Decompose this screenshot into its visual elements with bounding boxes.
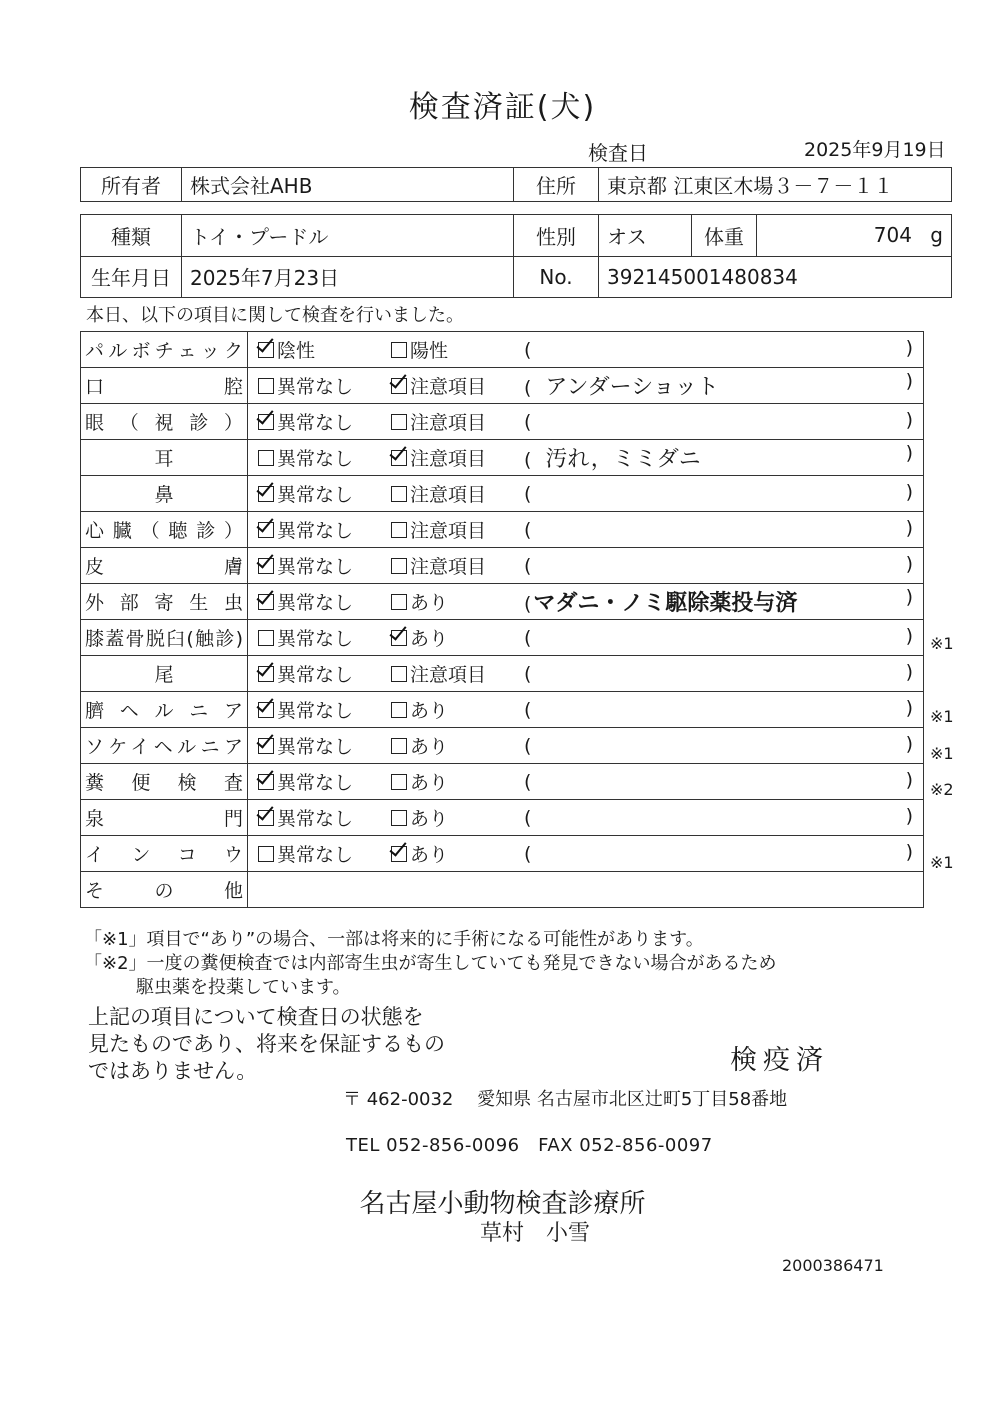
weight-value: 704: [873, 223, 912, 248]
check-item-label: [81, 476, 248, 512]
check-option-label: あり: [410, 592, 449, 614]
check-option[interactable]: [391, 588, 524, 615]
check-note: [524, 586, 919, 617]
page-title: 検査済証(犬): [408, 90, 597, 125]
sex-value: オス: [599, 215, 692, 257]
check-option-label: 注意項目: [410, 484, 487, 506]
check-option[interactable]: [391, 732, 524, 759]
weight-cell: [757, 215, 952, 257]
close-paren: ): [905, 409, 913, 431]
check-option-label: 注意項目: [410, 376, 487, 398]
disclaimer-line-3: ではありません。: [88, 1059, 258, 1083]
close-paren: ): [905, 481, 913, 503]
unchecked-box-icon[interactable]: [258, 846, 274, 862]
owner-table: [80, 167, 952, 202]
check-options: [248, 512, 924, 548]
check-option-label: 異常なし: [277, 484, 354, 506]
table-row: [81, 404, 924, 440]
pet-table: [80, 214, 952, 298]
check-note: [524, 442, 919, 473]
unchecked-box-icon[interactable]: [258, 378, 274, 394]
kind-label: 種類: [81, 215, 182, 257]
checked-box-icon[interactable]: [258, 738, 274, 754]
check-option[interactable]: [252, 480, 391, 507]
address-value: 東京都 江東区木場３－７－１１: [599, 168, 952, 202]
open-paren: (: [524, 483, 532, 505]
check-item-text: ソケイヘルニア: [85, 736, 243, 758]
open-paren: (: [524, 593, 532, 615]
check-option[interactable]: [391, 372, 524, 399]
check-option[interactable]: [252, 624, 391, 651]
check-note: [524, 409, 919, 434]
open-paren: (: [524, 627, 532, 649]
check-options: [248, 368, 924, 404]
address-label: 住所: [514, 168, 599, 202]
check-item-text: 泉門: [85, 808, 243, 830]
check-note: [524, 661, 919, 686]
check-options: [248, 728, 924, 764]
close-paren: ): [905, 553, 913, 575]
unchecked-box-icon[interactable]: [391, 594, 407, 610]
close-paren: ): [905, 625, 913, 647]
check-option[interactable]: [391, 552, 524, 579]
unchecked-box-icon[interactable]: [391, 738, 407, 754]
table-row: [81, 332, 924, 368]
no-label: No.: [514, 256, 599, 298]
check-item-text: インコウ: [85, 844, 243, 866]
check-option-label: 異常なし: [277, 376, 354, 398]
close-paren: ): [905, 805, 913, 827]
weight-unit: g: [930, 223, 943, 248]
birth-value: 2025年7月23日: [182, 256, 514, 298]
check-option[interactable]: [252, 768, 391, 795]
footnote-mark: ※2: [930, 780, 954, 800]
check-item-label: [81, 620, 248, 656]
check-item-text: 皮膚: [85, 556, 243, 578]
table-row: [81, 800, 924, 836]
check-note-text: マダニ・ノミ駆除薬投与済: [533, 591, 798, 616]
check-option-label: 注意項目: [410, 556, 487, 578]
check-option[interactable]: [391, 804, 524, 831]
check-option-label: 異常なし: [277, 412, 354, 434]
check-item-text: 鼻: [154, 484, 174, 506]
checked-box-icon[interactable]: [391, 378, 407, 394]
check-option[interactable]: [252, 372, 391, 399]
check-table: [80, 331, 924, 908]
check-option-label: 異常なし: [277, 628, 354, 650]
owner-value: 株式会社AHB: [182, 168, 514, 202]
check-note: [524, 625, 919, 650]
checked-box-icon[interactable]: [391, 450, 407, 466]
exam-date-label: 検査日: [588, 141, 648, 165]
open-paren: (: [524, 699, 532, 721]
open-paren: (: [524, 807, 532, 829]
close-paren: ): [905, 586, 913, 608]
check-option[interactable]: [391, 840, 524, 867]
check-option[interactable]: [252, 588, 391, 615]
footnote-1: 「※1」項目で“あり”の場合、一部は将来的に手術になる可能性があります。: [84, 929, 704, 950]
unchecked-box-icon[interactable]: [391, 486, 407, 502]
clinic-name: 名古屋小動物検査診療所: [359, 1189, 646, 1219]
table-row: [81, 476, 924, 512]
birth-label: 生年月日: [81, 256, 182, 298]
quarantine-stamp: 検疫済: [730, 1045, 829, 1076]
check-option[interactable]: [391, 660, 524, 687]
check-options: [248, 764, 924, 800]
check-item-text: 眼（視診）: [85, 412, 243, 434]
check-item-label: [81, 764, 248, 800]
check-option[interactable]: [252, 516, 391, 543]
check-options: [248, 476, 924, 512]
check-options: [248, 836, 924, 872]
check-note: [524, 337, 919, 362]
check-option-label: 異常なし: [277, 520, 354, 542]
no-value: 392145001480834: [599, 256, 952, 298]
check-option-label: あり: [410, 700, 449, 722]
open-paren: (: [524, 377, 532, 399]
check-item-label: [81, 548, 248, 584]
check-option[interactable]: [391, 336, 524, 363]
table-row: [81, 728, 924, 764]
check-note: [524, 805, 919, 830]
table-row: [81, 548, 924, 584]
open-paren: (: [524, 771, 532, 793]
unchecked-box-icon[interactable]: [258, 450, 274, 466]
table-row: [81, 656, 924, 692]
check-option-label: 異常なし: [277, 700, 354, 722]
clinic-address: 〒 462-0032 愛知県 名古屋市北区辻町5丁目58番地: [343, 1089, 788, 1110]
open-paren: (: [524, 411, 532, 433]
table-row: [81, 836, 924, 872]
check-note: [524, 481, 919, 506]
unchecked-box-icon[interactable]: [391, 702, 407, 718]
table-row: [81, 872, 924, 908]
check-item-text: 口腔: [85, 376, 243, 398]
check-option-label: あり: [410, 844, 449, 866]
check-option-label: 注意項目: [410, 664, 487, 686]
check-option[interactable]: [252, 840, 391, 867]
close-paren: ): [905, 517, 913, 539]
check-option-label: 異常なし: [277, 772, 354, 794]
checked-box-icon[interactable]: [258, 414, 274, 430]
check-option[interactable]: [391, 516, 524, 543]
check-options: [248, 872, 924, 908]
check-option[interactable]: [391, 408, 524, 435]
open-paren: (: [524, 519, 532, 541]
checked-box-icon[interactable]: [258, 594, 274, 610]
check-option-label: 注意項目: [410, 448, 487, 470]
unchecked-box-icon[interactable]: [391, 414, 407, 430]
disclaimer-line-2: 見たものであり、将来を保証するもの: [88, 1032, 445, 1056]
close-paren: ): [905, 442, 913, 464]
check-option-label: あり: [410, 628, 449, 650]
check-note: [524, 733, 919, 758]
unchecked-box-icon[interactable]: [391, 558, 407, 574]
unchecked-box-icon[interactable]: [391, 774, 407, 790]
check-item-label: [81, 332, 248, 368]
check-item-label: [81, 584, 248, 620]
check-option[interactable]: [391, 480, 524, 507]
check-item-text: 耳: [154, 448, 174, 470]
footnote-mark: ※1: [930, 853, 954, 873]
check-option[interactable]: [252, 336, 391, 363]
check-item-label: [81, 836, 248, 872]
table-row: [81, 512, 924, 548]
footnote-2: [84, 952, 777, 1000]
footnote-mark: ※1: [930, 743, 954, 763]
close-paren: ): [905, 697, 913, 719]
close-paren: ): [905, 337, 913, 359]
check-note: [524, 517, 919, 542]
check-option-label: 注意項目: [410, 412, 487, 434]
open-paren: (: [524, 663, 532, 685]
check-option[interactable]: [391, 624, 524, 651]
check-option[interactable]: [391, 696, 524, 723]
table-row: [81, 440, 924, 476]
check-option[interactable]: [252, 804, 391, 831]
checked-box-icon[interactable]: [258, 810, 274, 826]
close-paren: ): [905, 841, 913, 863]
check-item-text: 膝蓋骨脱臼(触診): [85, 628, 243, 650]
check-item-text: 外部寄生虫: [85, 592, 243, 614]
check-option[interactable]: [252, 444, 391, 471]
open-paren: (: [524, 339, 532, 361]
check-item-label: [81, 800, 248, 836]
check-option-label: 異常なし: [277, 556, 354, 578]
disclaimer: [88, 1004, 445, 1085]
check-option[interactable]: [252, 660, 391, 687]
table-row: [81, 692, 924, 728]
close-paren: ): [905, 370, 913, 392]
checked-box-icon[interactable]: [258, 486, 274, 502]
check-item-label: [81, 368, 248, 404]
checked-box-icon[interactable]: [258, 774, 274, 790]
check-option[interactable]: [252, 696, 391, 723]
check-options: [248, 548, 924, 584]
check-option-label: 異常なし: [277, 592, 354, 614]
check-item-text: 尾: [154, 664, 174, 686]
checked-box-icon[interactable]: [391, 630, 407, 646]
check-option-label: あり: [410, 772, 449, 794]
check-item-label: [81, 728, 248, 764]
check-item-label: [81, 692, 248, 728]
check-note: [524, 370, 919, 401]
open-paren: (: [524, 555, 532, 577]
check-note: [524, 697, 919, 722]
table-row: [81, 368, 924, 404]
owner-label: 所有者: [81, 168, 182, 202]
weight-label: 体重: [692, 215, 757, 257]
check-option-label: 異常なし: [277, 664, 354, 686]
checked-box-icon[interactable]: [391, 846, 407, 862]
check-item-text: 心臓（聴診）: [85, 520, 243, 542]
check-options: [248, 692, 924, 728]
close-paren: ): [905, 661, 913, 683]
check-option-label: 異常なし: [277, 808, 354, 830]
check-item-text: 臍ヘルニア: [85, 700, 243, 722]
sex-label: 性別: [514, 215, 599, 257]
footnote-2-line-1: 「※2」一度の糞便検査では内部寄生虫が寄生していても発見できない場合があるため: [84, 953, 777, 974]
close-paren: ): [905, 769, 913, 791]
check-item-label: [81, 404, 248, 440]
check-item-label: [81, 512, 248, 548]
unchecked-box-icon[interactable]: [391, 522, 407, 538]
disclaimer-line-1: 上記の項目について検査日の状態を: [88, 1005, 424, 1029]
checked-box-icon[interactable]: [258, 558, 274, 574]
unchecked-box-icon[interactable]: [391, 810, 407, 826]
check-options: [248, 620, 924, 656]
check-item-label: [81, 656, 248, 692]
check-note: [524, 769, 919, 794]
table-row: [81, 584, 924, 620]
check-options: [248, 800, 924, 836]
check-options: [248, 584, 924, 620]
check-option-label: 異常なし: [277, 736, 354, 758]
check-item-text: その他: [85, 880, 243, 902]
close-paren: ): [905, 733, 913, 755]
open-paren: (: [524, 449, 532, 471]
unchecked-box-icon[interactable]: [391, 342, 407, 358]
unchecked-box-icon[interactable]: [391, 666, 407, 682]
kind-value: トイ・プードル: [182, 215, 514, 257]
check-option-label: 異常なし: [277, 448, 354, 470]
check-option-label: 注意項目: [410, 520, 487, 542]
checked-box-icon[interactable]: [258, 342, 274, 358]
table-row: [81, 620, 924, 656]
check-option-label: 陰性: [277, 340, 316, 362]
unchecked-box-icon[interactable]: [258, 630, 274, 646]
checked-box-icon[interactable]: [258, 522, 274, 538]
check-item-label: [81, 872, 248, 908]
check-option[interactable]: [252, 408, 391, 435]
check-options: [248, 332, 924, 368]
table-row: [81, 764, 924, 800]
checked-box-icon[interactable]: [258, 702, 274, 718]
open-paren: (: [524, 735, 532, 757]
check-option[interactable]: [252, 732, 391, 759]
check-note: [524, 841, 919, 866]
check-option-label: あり: [410, 808, 449, 830]
footnote-mark: ※1: [930, 707, 954, 726]
check-option-label: 異常なし: [277, 844, 354, 866]
check-options: [248, 404, 924, 440]
check-option[interactable]: [391, 768, 524, 795]
footnote-2-line-2: 駆虫薬を投薬しています。: [136, 977, 351, 998]
check-option-label: 陽性: [410, 340, 449, 362]
check-option[interactable]: [391, 444, 524, 471]
check-item-text: パルボチェック: [85, 340, 243, 362]
check-note: [524, 553, 919, 578]
intro-text: 本日、以下の項目に関して検査を行いました。: [86, 305, 464, 326]
exam-date: 2025年9月19日: [804, 139, 946, 161]
footnote-mark: ※1: [930, 633, 954, 653]
check-item-label: [81, 440, 248, 476]
vet-name: 草村 小雪: [480, 1221, 591, 1246]
checked-box-icon[interactable]: [258, 666, 274, 682]
check-note-text: アンダーショット: [545, 375, 719, 400]
check-option-label: あり: [410, 736, 449, 758]
clinic-tel: TEL 052-856-0096 FAX 052-856-0097: [346, 1135, 713, 1156]
check-item-text: 糞便検査: [85, 772, 243, 794]
open-paren: (: [524, 843, 532, 865]
check-options: [248, 440, 924, 476]
check-option[interactable]: [252, 552, 391, 579]
check-note-text: 汚れ，ミミダニ: [545, 447, 701, 472]
check-options: [248, 656, 924, 692]
document-number: 2000386471: [782, 1256, 884, 1275]
